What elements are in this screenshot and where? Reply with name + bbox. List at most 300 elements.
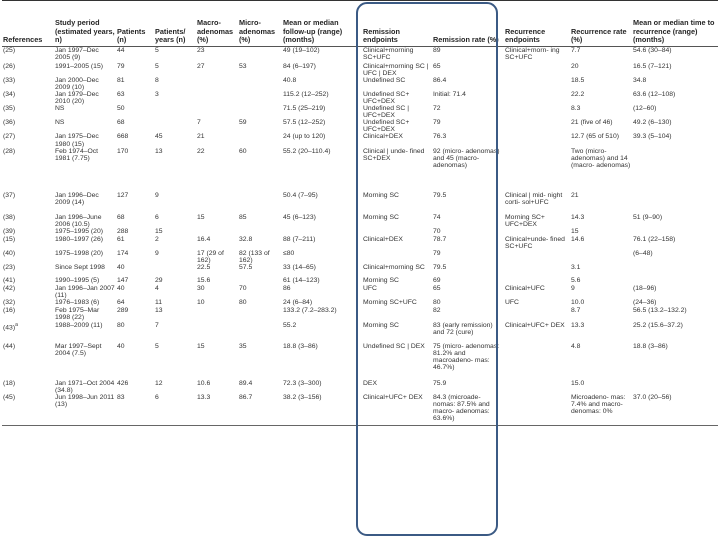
table-header <box>2 1 718 47</box>
cell-remission-rate-text: 69 <box>433 277 441 285</box>
cell-macroadenomas-text: 10 <box>197 299 205 307</box>
cell-remission-rate <box>432 214 504 228</box>
table-row <box>2 148 718 192</box>
cell-macroadenomas-text: 21 <box>197 133 205 141</box>
cell-remission-endpoints <box>362 264 432 277</box>
cell-recurrence-rate <box>570 236 632 250</box>
cell-remission-rate-text: 65 <box>433 62 441 70</box>
cell-follow-up-text: 24 (6–84) <box>283 299 313 307</box>
cell-recurrence-endpoints-text: Clinical+morn- ing SC+UFC <box>505 47 560 62</box>
cell-recurrence-endpoints <box>504 63 570 77</box>
cell-patients <box>116 250 154 264</box>
cell-remission-endpoints-text: Clinical+morning SC+UFC <box>363 47 414 62</box>
cell-patients-text: 83 <box>117 393 125 401</box>
cell-patients-text: 50 <box>117 105 125 113</box>
cell-macroadenomas <box>196 77 238 91</box>
cell-time-to-recurrence <box>632 192 718 214</box>
cell-patients-per-year <box>154 47 196 63</box>
cell-recurrence-rate-text: 14.6 <box>571 235 585 243</box>
cell-remission-endpoints-text: Undefined SC | DEX <box>363 342 425 350</box>
cell-remission-rate-text: 92 (micro- adenomas) and 45 (macro- adenomas) <box>433 147 500 169</box>
cell-patients-text: 288 <box>117 227 129 235</box>
cell-microadenomas-text: 82 (133 of 162) <box>239 250 270 265</box>
cell-patients-per-year-text: 45 <box>155 133 163 141</box>
cell-follow-up-text: ≤80 <box>283 250 295 257</box>
cell-recurrence-rate-text: 10.0 <box>571 299 585 307</box>
cell-microadenomas <box>238 264 282 277</box>
cell-patients-text: 289 <box>117 307 129 315</box>
cell-patients-per-year <box>154 236 196 250</box>
cell-macroadenomas-text: 27 <box>197 62 205 70</box>
cell-remission-endpoints <box>362 105 432 119</box>
cell-macroadenomas-text: 7 <box>197 119 201 127</box>
cell-remission-rate-text: 78.7 <box>433 235 447 243</box>
cell-reference <box>2 250 54 264</box>
cell-microadenomas-text: 70 <box>239 285 247 293</box>
cell-follow-up-text: 57.5 (12–252) <box>283 119 326 127</box>
cell-reference-text: (35) <box>3 105 16 113</box>
cell-patients-per-year-text: 4 <box>155 285 159 293</box>
cell-time-to-recurrence-text: (24–36) <box>633 299 657 307</box>
cell-remission-rate <box>432 322 504 343</box>
cell-follow-up <box>282 133 362 147</box>
cell-patients-per-year-text: 5 <box>155 47 159 54</box>
cell-remission-endpoints-text: Undefined SC+ UFC+DEX <box>363 119 410 134</box>
cell-time-to-recurrence <box>632 105 718 119</box>
cell-recurrence-endpoints <box>504 307 570 321</box>
cell-time-to-recurrence <box>632 228 718 236</box>
cell-remission-rate-text: 86.4 <box>433 76 447 84</box>
cell-recurrence-rate-text: 7.7 <box>571 47 581 54</box>
cell-time-to-recurrence <box>632 285 718 299</box>
cell-follow-up-text: 33 (14–65) <box>283 264 316 272</box>
cell-microadenomas-text: 32.8 <box>239 235 253 243</box>
cell-remission-endpoints <box>362 322 432 343</box>
cell-time-to-recurrence <box>632 91 718 105</box>
cell-study-period <box>54 133 116 147</box>
cell-time-to-recurrence <box>632 277 718 285</box>
cell-microadenomas <box>238 250 282 264</box>
cell-macroadenomas-text: 10.6 <box>197 379 211 387</box>
cell-patients-per-year-text: 11 <box>155 299 163 307</box>
cell-remission-rate-text: 75.9 <box>433 379 447 387</box>
cell-reference <box>2 236 54 250</box>
cell-remission-rate-text: 75 (micro- adenomas: 81.2% and macroadeno- mas: 46.7%) <box>433 342 500 371</box>
cell-patients-text: 426 <box>117 379 129 387</box>
cell-remission-rate <box>432 192 504 214</box>
cell-reference-text: (44) <box>3 342 16 350</box>
cell-recurrence-rate <box>570 307 632 321</box>
cell-follow-up-text: 133.2 (7.2–283.2) <box>283 307 337 315</box>
cell-follow-up-text: 115.2 (12–252) <box>283 90 329 98</box>
cell-microadenomas <box>238 47 282 63</box>
cell-time-to-recurrence <box>632 133 718 147</box>
cell-recurrence-rate <box>570 250 632 264</box>
cell-remission-rate-text: 89 <box>433 47 441 54</box>
cell-macroadenomas <box>196 343 238 380</box>
cell-study-period-text: NS <box>55 105 65 113</box>
cell-patients-text: 80 <box>117 321 125 329</box>
cell-macroadenomas <box>196 192 238 214</box>
cell-recurrence-endpoints <box>504 192 570 214</box>
cell-patients <box>116 228 154 236</box>
cell-recurrence-rate <box>570 322 632 343</box>
cell-study-period <box>54 250 116 264</box>
cell-recurrence-endpoints <box>504 299 570 307</box>
cell-reference <box>2 47 54 63</box>
cell-remission-rate <box>432 236 504 250</box>
cell-remission-rate <box>432 105 504 119</box>
cell-remission-endpoints <box>362 77 432 91</box>
header-remission-endpoints: Remission endpoints <box>362 1 432 47</box>
cell-microadenomas <box>238 63 282 77</box>
cell-recurrence-rate-text: 3.1 <box>571 264 581 272</box>
cell-remission-endpoints-text: Undefined SC <box>363 76 406 84</box>
cell-macroadenomas <box>196 299 238 307</box>
cell-recurrence-rate <box>570 277 632 285</box>
cell-recurrence-endpoints <box>504 214 570 228</box>
cell-reference-text: (23) <box>3 264 16 272</box>
cell-time-to-recurrence-text: 39.3 (5–104) <box>633 133 672 141</box>
cell-patients-per-year-text: 6 <box>155 393 159 401</box>
table-row <box>2 277 718 285</box>
cell-recurrence-endpoints <box>504 119 570 133</box>
cell-remission-rate <box>432 343 504 380</box>
cell-microadenomas <box>238 277 282 285</box>
header-time-to-recurrence: Mean or median time to recurrence (range) (months) <box>632 1 718 47</box>
cell-microadenomas <box>238 91 282 105</box>
cell-remission-endpoints <box>362 133 432 147</box>
cell-macroadenomas <box>196 380 238 394</box>
cell-follow-up <box>282 47 362 63</box>
cell-patients <box>116 91 154 105</box>
cell-macroadenomas <box>196 47 238 63</box>
cell-recurrence-rate <box>570 343 632 380</box>
cell-reference <box>2 322 54 343</box>
cell-patients-per-year-text: 3 <box>155 90 159 98</box>
cell-study-period <box>54 277 116 285</box>
cell-patients <box>116 299 154 307</box>
header-patients-per-year: Patients/ years (n) <box>154 1 196 47</box>
cell-study-period <box>54 228 116 236</box>
table-row <box>2 192 718 214</box>
cell-follow-up <box>282 394 362 426</box>
cell-remission-rate-text: 84.3 (microade- nomas: 87.5% and macro- adenomas: 63.6%) <box>433 393 490 423</box>
cell-patients-text: 81 <box>117 76 125 84</box>
cell-time-to-recurrence-text: 16.5 (7–121) <box>633 62 672 70</box>
cell-reference <box>2 264 54 277</box>
cell-patients-per-year <box>154 214 196 228</box>
cell-time-to-recurrence <box>632 47 718 63</box>
cell-patients-per-year <box>154 63 196 77</box>
cell-recurrence-endpoints-text: Clinical+UFC+ DEX <box>505 321 565 329</box>
cell-macroadenomas-text: 15.6 <box>197 277 211 285</box>
table-row <box>2 133 718 147</box>
cell-study-period-text: 1991–2005 (15) <box>55 62 103 70</box>
cell-reference-text: (16) <box>3 307 16 315</box>
cell-patients-per-year <box>154 77 196 91</box>
cell-macroadenomas-text: 15 <box>197 342 205 350</box>
cell-reference-text: (41) <box>3 277 16 285</box>
cell-reference-text: (34) <box>3 90 16 98</box>
cell-time-to-recurrence-text: 51 (9–90) <box>633 213 663 221</box>
header-remission-rate: Remission rate (%) <box>432 1 504 47</box>
cell-patients-per-year <box>154 299 196 307</box>
cell-recurrence-rate <box>570 119 632 133</box>
cell-study-period <box>54 105 116 119</box>
cell-remission-endpoints-text: Clinical+DEX <box>363 235 403 243</box>
cell-follow-up <box>282 343 362 380</box>
cell-study-period <box>54 394 116 426</box>
cell-remission-rate <box>432 133 504 147</box>
cell-macroadenomas <box>196 307 238 321</box>
cell-time-to-recurrence <box>632 236 718 250</box>
cell-recurrence-rate-text: 21 <box>571 191 579 199</box>
header-recurrence-rate: Recurrence rate (%) <box>570 1 632 47</box>
cell-follow-up-text: 49 (19–102) <box>283 47 320 54</box>
cell-remission-endpoints <box>362 119 432 133</box>
cell-recurrence-endpoints <box>504 236 570 250</box>
cell-remission-rate-text: 79 <box>433 119 441 127</box>
cell-study-period-text: 1990–1995 (5) <box>55 277 100 285</box>
cell-patients-per-year <box>154 91 196 105</box>
cell-patients <box>116 285 154 299</box>
cell-recurrence-rate-text: 4.8 <box>571 342 581 350</box>
cell-follow-up-text: 86 <box>283 285 291 293</box>
cell-follow-up <box>282 285 362 299</box>
cell-time-to-recurrence-text: 34.8 <box>633 76 647 84</box>
cell-reference <box>2 307 54 321</box>
cell-remission-endpoints <box>362 343 432 380</box>
cell-study-period-text: Jan 1979–Dec 2010 (20) <box>55 90 99 105</box>
cell-recurrence-endpoints-text: Morning SC+ UFC+DEX <box>505 213 545 228</box>
cell-patients-per-year-text: 15 <box>155 227 163 235</box>
table-row <box>2 119 718 133</box>
cell-time-to-recurrence <box>632 380 718 394</box>
cell-time-to-recurrence <box>632 214 718 228</box>
cell-patients-text: 44 <box>117 47 125 54</box>
cell-remission-endpoints <box>362 380 432 394</box>
cell-remission-endpoints-text: Clinical | unde- fined SC+DEX <box>363 147 425 162</box>
cell-time-to-recurrence-text: 25.2 (15.6–37.2) <box>633 321 683 329</box>
cell-microadenomas <box>238 394 282 426</box>
header-references: References <box>2 1 54 47</box>
cell-patients-text: 127 <box>117 191 129 199</box>
cell-macroadenomas <box>196 285 238 299</box>
cell-recurrence-rate <box>570 47 632 63</box>
cell-patients-per-year-text: 6 <box>155 213 159 221</box>
cell-patients-text: 63 <box>117 90 125 98</box>
cell-reference-text: (28) <box>3 147 16 155</box>
cell-microadenomas-text: 89.4 <box>239 379 253 387</box>
cell-recurrence-endpoints-text: Clinical+UFC <box>505 285 545 293</box>
cell-recurrence-rate <box>570 133 632 147</box>
cell-time-to-recurrence <box>632 307 718 321</box>
cell-study-period <box>54 214 116 228</box>
cell-patients-per-year-text: 12 <box>155 379 163 387</box>
cell-patients-text: 147 <box>117 277 129 285</box>
cell-microadenomas <box>238 322 282 343</box>
cell-reference <box>2 133 54 147</box>
cell-study-period <box>54 91 116 105</box>
cell-patients-text: 174 <box>117 250 129 257</box>
cell-macroadenomas <box>196 228 238 236</box>
cell-recurrence-rate <box>570 380 632 394</box>
cell-recurrence-rate <box>570 228 632 236</box>
cell-study-period-text: Jan 1997–Dec 2005 (9) <box>55 47 99 62</box>
cell-macroadenomas <box>196 250 238 264</box>
cell-patients <box>116 394 154 426</box>
cell-time-to-recurrence <box>632 394 718 426</box>
cell-follow-up <box>282 277 362 285</box>
cell-remission-rate-text: 76.3 <box>433 133 447 141</box>
cell-remission-endpoints <box>362 250 432 264</box>
cell-follow-up <box>282 214 362 228</box>
header-recurrence-endpoints: Recurrence endpoints <box>504 1 570 47</box>
cell-microadenomas-text: 59 <box>239 119 247 127</box>
cell-reference <box>2 277 54 285</box>
header-follow-up: Mean or median follow-up (range) (months) <box>282 1 362 47</box>
cell-study-period-text: Jan 1996–June 2006 (10.5) <box>55 213 102 228</box>
cell-microadenomas <box>238 307 282 321</box>
cell-time-to-recurrence <box>632 148 718 192</box>
cell-follow-up <box>282 299 362 307</box>
cell-reference <box>2 148 54 192</box>
cell-remission-rate <box>432 285 504 299</box>
cell-remission-rate-text: 80 <box>433 299 441 307</box>
table-row <box>2 343 718 380</box>
cell-remission-endpoints-text: Morning SC <box>363 191 399 199</box>
header-patients: Patients (n) <box>116 1 154 47</box>
cell-reference <box>2 105 54 119</box>
cell-microadenomas <box>238 119 282 133</box>
cell-patients <box>116 236 154 250</box>
cell-reference <box>2 63 54 77</box>
cell-follow-up <box>282 380 362 394</box>
cell-recurrence-endpoints <box>504 228 570 236</box>
cell-recurrence-endpoints <box>504 148 570 192</box>
cell-follow-up-text: 45 (6–123) <box>283 213 316 221</box>
cell-remission-endpoints <box>362 236 432 250</box>
cell-macroadenomas-text: 30 <box>197 285 205 293</box>
cell-study-period-text: Jan 1971–Oct 2004 (34.8) <box>55 379 115 394</box>
cell-reference <box>2 214 54 228</box>
cell-follow-up <box>282 307 362 321</box>
cell-reference <box>2 192 54 214</box>
cell-remission-rate <box>432 307 504 321</box>
cell-remission-endpoints-text: DEX <box>363 379 377 387</box>
cell-microadenomas <box>238 380 282 394</box>
cell-microadenomas-text: 86.7 <box>239 393 253 401</box>
cell-recurrence-endpoints-text: UFC <box>505 299 519 307</box>
cell-reference-text: (33) <box>3 76 16 84</box>
cell-macroadenomas-text: 22.5 <box>197 264 211 272</box>
cell-study-period <box>54 322 116 343</box>
table-row <box>2 380 718 394</box>
cell-patients-per-year <box>154 192 196 214</box>
cell-patients-per-year <box>154 119 196 133</box>
table-row <box>2 105 718 119</box>
cell-patients <box>116 119 154 133</box>
cell-recurrence-rate-text: Two (micro- adenomas) and 14 (macro- adenomas) <box>571 147 631 169</box>
cell-reference-text: (45) <box>3 393 16 401</box>
cell-remission-rate-text: 82 <box>433 307 441 315</box>
cell-study-period <box>54 236 116 250</box>
cell-macroadenomas <box>196 91 238 105</box>
cell-study-period-text: 1975–1998 (20) <box>55 250 103 257</box>
cell-patients-per-year-text: 29 <box>155 277 163 285</box>
table-row <box>2 307 718 321</box>
cell-patients-per-year <box>154 322 196 343</box>
cell-time-to-recurrence-text: 63.6 (12–108) <box>633 90 676 98</box>
cell-study-period <box>54 148 116 192</box>
cell-patients-per-year-text: 9 <box>155 250 159 257</box>
cell-study-period <box>54 264 116 277</box>
table-row <box>2 285 718 299</box>
cell-remission-endpoints-text: Clinical+morning SC | UFC | DEX <box>363 62 429 77</box>
cell-patients <box>116 105 154 119</box>
cell-patients-per-year-text: 5 <box>155 62 159 70</box>
cell-study-period <box>54 77 116 91</box>
table-row <box>2 250 718 264</box>
cell-recurrence-endpoints <box>504 277 570 285</box>
cell-study-period <box>54 307 116 321</box>
header-macroadenomas: Macro- adenomas (%) <box>196 1 238 47</box>
cell-remission-rate-text: Initial: 71.4 <box>433 90 466 98</box>
cell-follow-up-text: 24 (up to 120) <box>283 133 326 141</box>
cell-remission-endpoints-text: Undefined SC+ UFC+DEX <box>363 90 410 105</box>
cell-follow-up-text: 88 (7–211) <box>283 235 316 243</box>
cell-recurrence-endpoints <box>504 47 570 63</box>
cell-remission-endpoints <box>362 394 432 426</box>
cell-reference-text: (42) <box>3 285 16 293</box>
cell-patients-per-year <box>154 307 196 321</box>
cell-remission-rate <box>432 77 504 91</box>
cell-patients-per-year-text: 7 <box>155 321 159 329</box>
cell-time-to-recurrence-text: 37.0 (20–56) <box>633 393 672 401</box>
cell-study-period-text: 1980–1997 (26) <box>55 235 103 243</box>
cell-study-period-text: Mar 1997–Sept 2004 (7.5) <box>55 342 102 357</box>
cell-follow-up <box>282 192 362 214</box>
footnote-mark: a <box>15 321 18 328</box>
cell-recurrence-endpoints <box>504 77 570 91</box>
cell-patients-per-year <box>154 285 196 299</box>
cell-remission-endpoints-text: Clinical+DEX <box>363 133 403 141</box>
cell-reference <box>2 119 54 133</box>
cell-follow-up <box>282 236 362 250</box>
cell-follow-up <box>282 148 362 192</box>
studies-table <box>2 0 718 426</box>
cell-remission-rate-text: 79 <box>433 250 441 257</box>
cell-reference <box>2 394 54 426</box>
cell-recurrence-endpoints <box>504 264 570 277</box>
cell-microadenomas <box>238 192 282 214</box>
cell-time-to-recurrence <box>632 250 718 264</box>
cell-microadenomas-text: 35 <box>239 342 247 350</box>
cell-macroadenomas <box>196 277 238 285</box>
cell-patients-per-year <box>154 250 196 264</box>
cell-follow-up <box>282 228 362 236</box>
cell-remission-rate-text: 83 (early remission) and 72 (cure) <box>433 321 493 336</box>
cell-patients-text: 79 <box>117 62 125 70</box>
cell-recurrence-rate <box>570 91 632 105</box>
cell-macroadenomas <box>196 394 238 426</box>
cell-recurrence-rate-text: 5.6 <box>571 277 581 285</box>
cell-microadenomas <box>238 133 282 147</box>
cell-reference <box>2 299 54 307</box>
table-body <box>2 47 718 426</box>
cell-time-to-recurrence <box>632 63 718 77</box>
